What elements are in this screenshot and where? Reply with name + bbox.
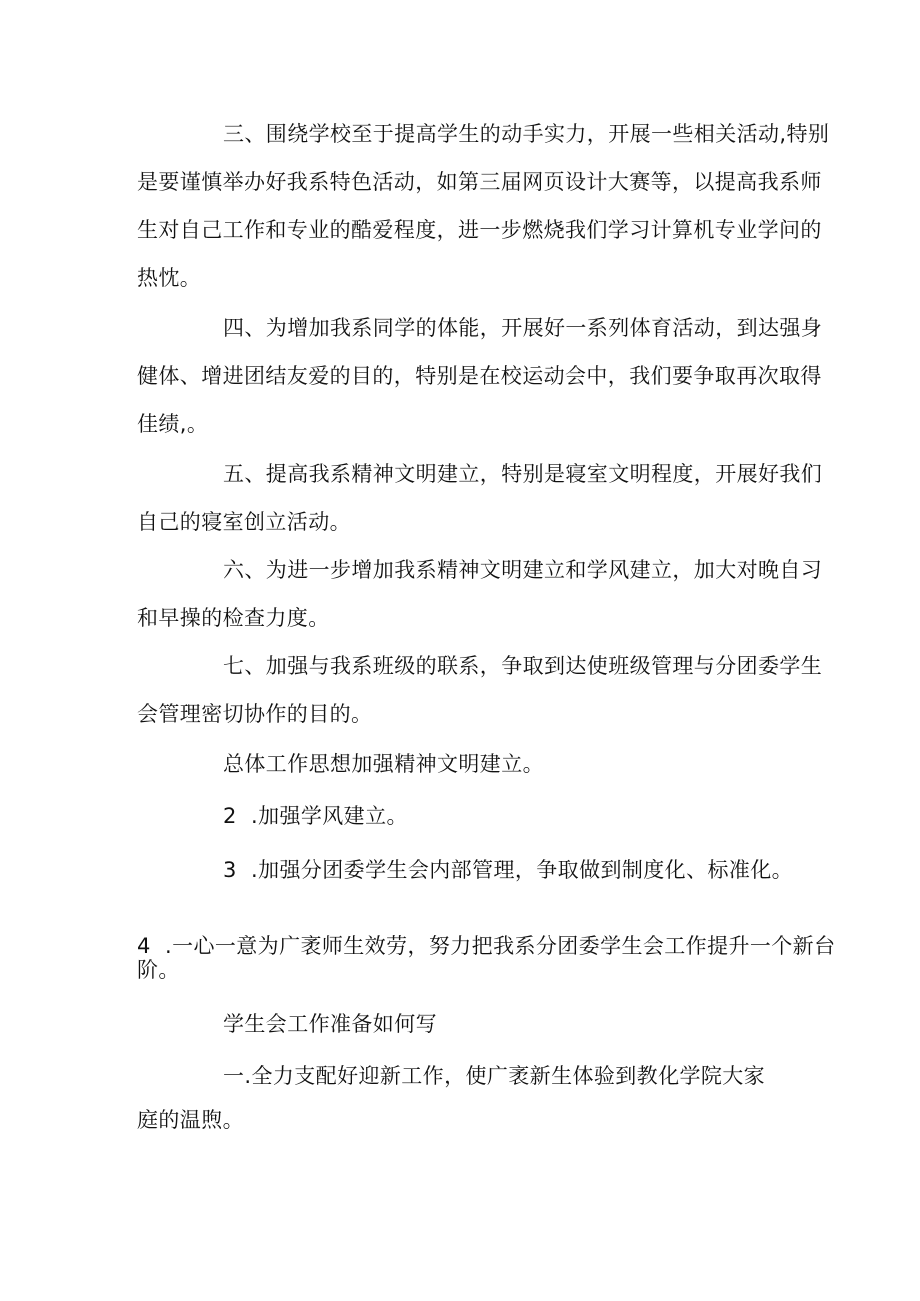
paragraph-4-line-3: 佳绩,。 — [137, 412, 209, 436]
list-item-2 — [223, 802, 408, 830]
section-heading: 学生会工作准备如何写 — [223, 1012, 437, 1036]
paragraph-7-line-2: 会管理密切协作的目的。 — [137, 702, 373, 726]
paragraph-3-line-2: 是要谨慎举办好我系特色活动，如第三届网页设计大赛等，以提高我系师 — [137, 170, 822, 194]
item-one-line-2: 庭的温煦。 — [137, 1108, 244, 1132]
list-item-2-number: 2 — [223, 804, 237, 828]
paragraph-3-line-3: 生对自己工作和专业的酷爱程度，进一步燃烧我们学习计算机专业学问的 — [137, 218, 822, 242]
list-item-4-line-1 — [137, 932, 835, 960]
list-item-3-number: 3 — [223, 858, 237, 882]
list-item-4-number: 4 — [137, 934, 151, 958]
paragraph-6-line-1: 六、为进一步增加我系精神文明建立和学风建立，加大对晚自习 — [223, 558, 823, 582]
list-item-2-text: .加强学风建立。 — [251, 804, 408, 828]
list-item-4-text: .一心一意为广袤师生效劳，努力把我系分团委学生会工作提升一个新台 — [165, 934, 836, 958]
paragraph-5-line-1: 五、提高我系精神文明建立，特别是寝室文明程度，开展好我们 — [223, 462, 823, 486]
paragraph-7-line-1: 七、加强与我系班级的联系，争取到达使班级管理与分团委学生 — [223, 654, 823, 678]
paragraph-3-line-1: 三、围绕学校至于提高学生的动手实力，开展一些相关活动,特别 — [223, 122, 830, 146]
list-item-4-line-2: 阶。 — [137, 958, 180, 982]
paragraph-5-line-2: 自己的寝室创立活动。 — [137, 510, 351, 534]
paragraph-6-line-2: 和早操的检查力度。 — [137, 606, 330, 630]
paragraph-4-line-2: 健体、增进团结友爱的目的，特别是在校运动会中，我们要争取再次取得 — [137, 364, 822, 388]
list-item-3 — [223, 856, 793, 884]
item-one-line-1: 一.全力支配好迎新工作，使广袤新生体验到教化学院大家 — [223, 1064, 766, 1088]
paragraph-3-line-4: 热忱。 — [137, 266, 202, 290]
summary-line: 总体工作思想加强精神文明建立。 — [223, 752, 544, 776]
paragraph-4-line-1: 四、为增加我系同学的体能，开展好一系列体育活动，到达强身 — [223, 316, 823, 340]
list-item-3-text: .加强分团委学生会内部管理，争取做到制度化、标准化。 — [251, 858, 794, 882]
